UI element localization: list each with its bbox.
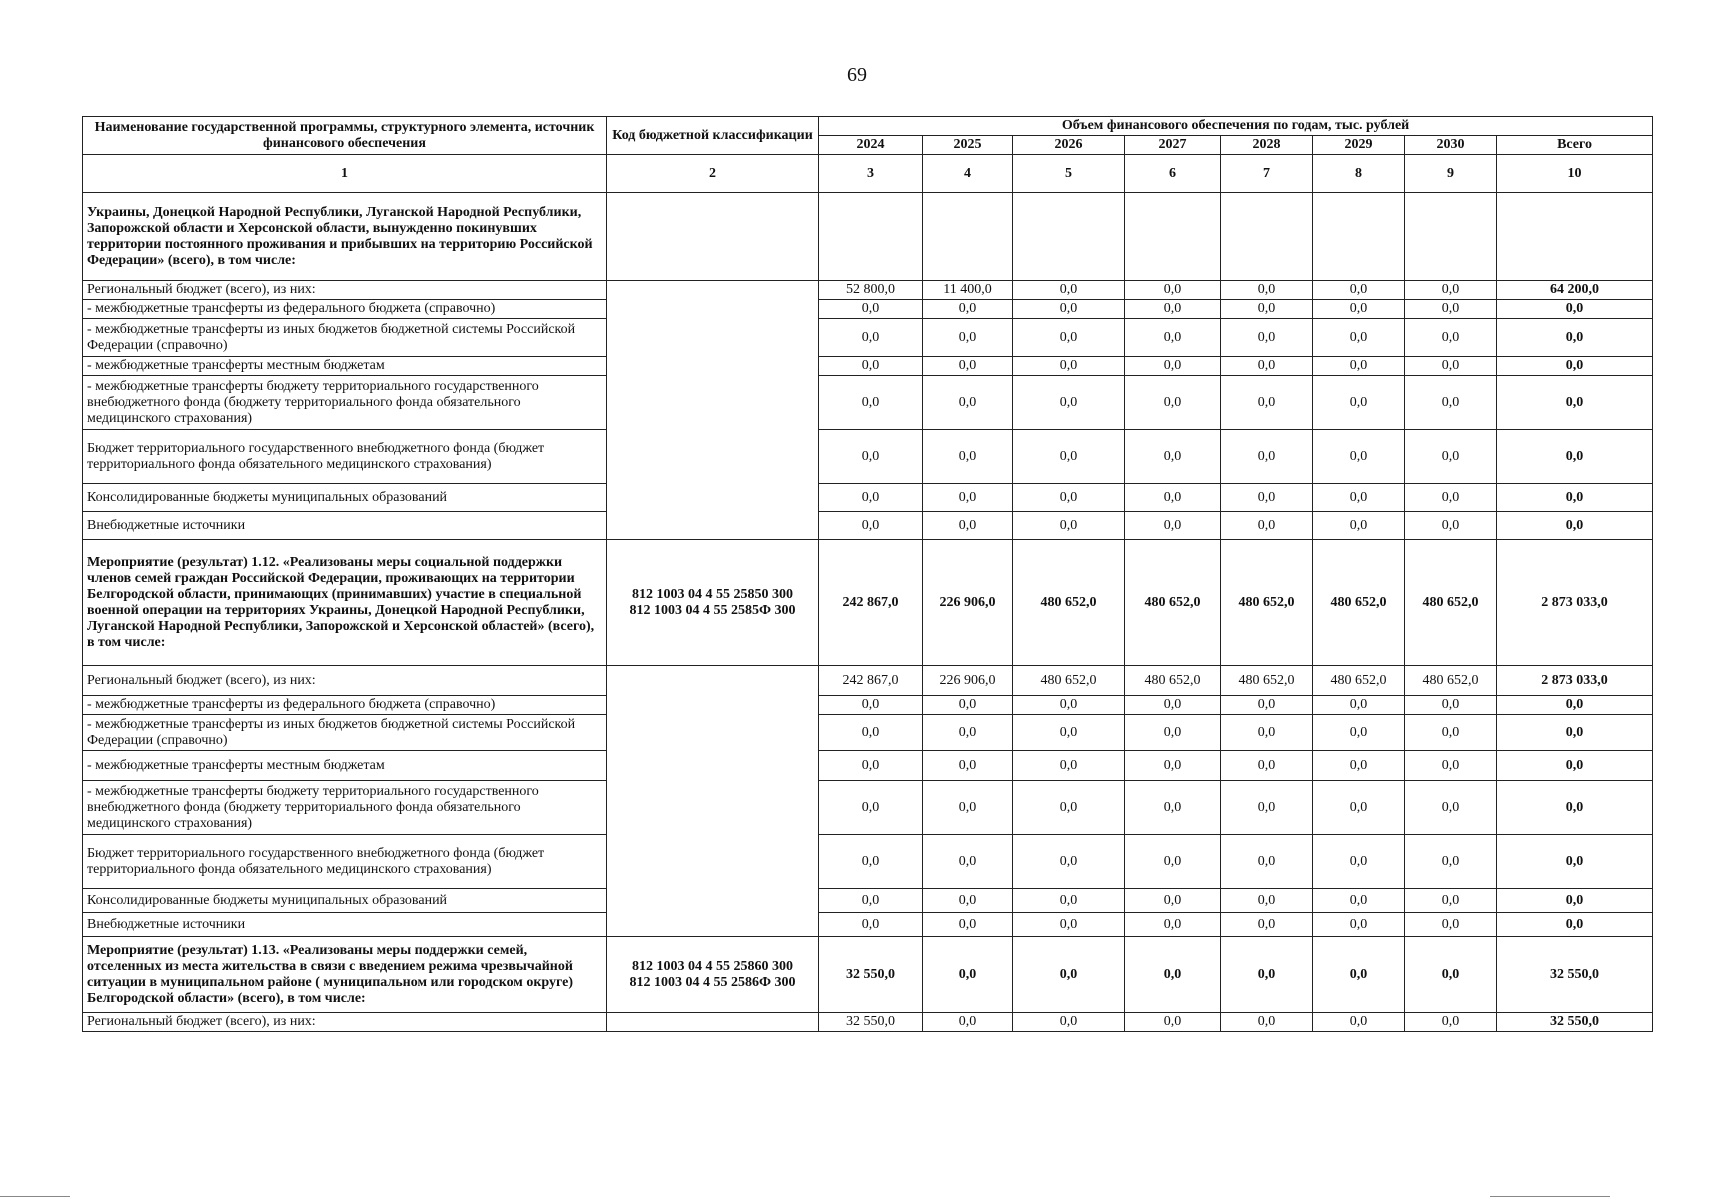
row-year-value-cell: 0,0	[923, 835, 1013, 889]
row-year-value-cell: 0,0	[819, 512, 923, 540]
row-code-cell	[607, 193, 819, 281]
row-year-value-cell: 0,0	[819, 376, 923, 430]
row-year-value-cell: 32 550,0	[819, 1013, 923, 1032]
row-year-value-cell: 0,0	[1221, 913, 1313, 937]
table-row	[83, 835, 1653, 889]
row-year-value-cell: 0,0	[1221, 357, 1313, 376]
table-row	[83, 889, 1653, 913]
row-year-value-cell: 0,0	[923, 696, 1013, 715]
row-year-value-cell: 0,0	[1125, 484, 1221, 512]
row-total-cell: 2 873 033,0	[1497, 666, 1653, 696]
row-year-value-cell: 480 652,0	[1405, 666, 1497, 696]
header-volume-cell: Объем финансового обеспечения по годам, тыс. рублей	[819, 117, 1653, 136]
row-year-value-cell	[923, 193, 1013, 281]
row-year-value-cell: 0,0	[1013, 300, 1125, 319]
row-year-value-cell: 0,0	[1221, 1013, 1313, 1032]
row-year-value-cell: 0,0	[1221, 937, 1313, 1013]
row-year-value-cell	[1221, 193, 1313, 281]
row-year-value-cell: 0,0	[1313, 376, 1405, 430]
row-name-cell: Бюджет территориального государственного внебюджетного фонда (бюджет территориального фонда обязательного медицинского страхования)	[83, 835, 607, 889]
row-name-cell: Мероприятие (результат) 1.12. «Реализованы меры социальной поддержки членов семей граждан Российской Федерации, проживающих на территории Белгородской области, принимающих (принимавших) участие в специальной военной операции на территориях Украины, Донецкой Народной Республики, Луганской Народной Республики, Запорожской и Херсонской областей» (всего), в том числе:	[83, 540, 607, 666]
row-year-value-cell: 0,0	[1405, 913, 1497, 937]
row-year-value-cell: 0,0	[1125, 715, 1221, 751]
row-year-value-cell: 0,0	[819, 835, 923, 889]
column-number: 9	[1405, 155, 1497, 193]
table-row	[83, 715, 1653, 751]
row-year-value-cell: 0,0	[923, 781, 1013, 835]
row-year-value-cell: 0,0	[923, 319, 1013, 357]
row-year-value-cell: 0,0	[1013, 281, 1125, 300]
header-year: 2025	[923, 136, 1013, 155]
row-year-value-cell: 0,0	[1125, 512, 1221, 540]
column-number: 4	[923, 155, 1013, 193]
row-year-value-cell: 0,0	[1013, 484, 1125, 512]
row-year-value-cell: 0,0	[1125, 281, 1221, 300]
row-year-value-cell: 32 550,0	[819, 937, 923, 1013]
row-total-cell: 0,0	[1497, 376, 1653, 430]
scan-edge-line	[0, 1196, 70, 1197]
row-year-value-cell: 0,0	[1013, 696, 1125, 715]
row-year-value-cell: 0,0	[1125, 937, 1221, 1013]
row-year-value-cell: 226 906,0	[923, 666, 1013, 696]
row-name-cell: Внебюджетные источники	[83, 913, 607, 937]
table-row	[83, 512, 1653, 540]
row-year-value-cell: 480 652,0	[1313, 666, 1405, 696]
row-year-value-cell: 0,0	[1013, 889, 1125, 913]
row-year-value-cell: 0,0	[923, 937, 1013, 1013]
row-year-value-cell: 0,0	[1125, 751, 1221, 781]
row-year-value-cell: 0,0	[1221, 781, 1313, 835]
column-number: 10	[1497, 155, 1653, 193]
row-total-cell: 0,0	[1497, 835, 1653, 889]
row-year-value-cell: 0,0	[1221, 281, 1313, 300]
row-year-value-cell: 0,0	[1013, 751, 1125, 781]
table-row	[83, 430, 1653, 484]
header-year: 2026	[1013, 136, 1125, 155]
row-year-value-cell: 0,0	[819, 484, 923, 512]
table-row	[83, 913, 1653, 937]
row-year-value-cell: 0,0	[1313, 937, 1405, 1013]
row-total-cell: 0,0	[1497, 300, 1653, 319]
row-year-value-cell: 0,0	[923, 889, 1013, 913]
row-year-value-cell: 0,0	[923, 357, 1013, 376]
row-year-value-cell: 0,0	[923, 913, 1013, 937]
row-code-cell	[607, 281, 819, 540]
row-total-cell	[1497, 193, 1653, 281]
header-year: 2028	[1221, 136, 1313, 155]
row-year-value-cell: 0,0	[1013, 913, 1125, 937]
row-name-cell: Внебюджетные источники	[83, 512, 607, 540]
column-number: 2	[607, 155, 819, 193]
table-header	[83, 117, 1653, 193]
row-year-value-cell: 480 652,0	[1013, 540, 1125, 666]
row-total-cell: 0,0	[1497, 357, 1653, 376]
row-year-value-cell: 0,0	[1125, 430, 1221, 484]
row-name-cell: Региональный бюджет (всего), из них:	[83, 1013, 607, 1032]
row-year-value-cell: 0,0	[1125, 319, 1221, 357]
row-year-value-cell: 0,0	[1313, 889, 1405, 913]
row-total-cell: 0,0	[1497, 319, 1653, 357]
row-year-value-cell: 0,0	[1013, 430, 1125, 484]
row-year-value-cell: 0,0	[819, 913, 923, 937]
row-year-value-cell: 0,0	[819, 357, 923, 376]
row-year-value-cell: 0,0	[1221, 889, 1313, 913]
row-code-cell	[607, 666, 819, 937]
column-number: 1	[83, 155, 607, 193]
row-name-cell: - межбюджетные трансферты из иных бюджетов бюджетной системы Российской Федерации (справочно)	[83, 319, 607, 357]
row-year-value-cell: 0,0	[819, 430, 923, 484]
column-number: 5	[1013, 155, 1125, 193]
table-row	[83, 484, 1653, 512]
row-year-value-cell: 0,0	[1221, 430, 1313, 484]
row-name-cell: - межбюджетные трансферты местным бюджетам	[83, 357, 607, 376]
row-name-cell: Мероприятие (результат) 1.13. «Реализованы меры поддержки семей, отселенных из места жительства в связи с введением режима чрезвычайной ситуации в муниципальном районе ( муниципальном или городском округе) Белгородской области» (всего), в том числе:	[83, 937, 607, 1013]
row-year-value-cell: 0,0	[1405, 376, 1497, 430]
row-year-value-cell: 0,0	[819, 889, 923, 913]
header-year: 2030	[1405, 136, 1497, 155]
row-year-value-cell: 0,0	[1313, 319, 1405, 357]
row-year-value-cell: 0,0	[1013, 715, 1125, 751]
table-row	[83, 281, 1653, 300]
row-total-cell: 0,0	[1497, 751, 1653, 781]
table-row	[83, 319, 1653, 357]
row-year-value-cell: 0,0	[1405, 281, 1497, 300]
row-year-value-cell: 0,0	[1405, 430, 1497, 484]
row-year-value-cell: 0,0	[1221, 376, 1313, 430]
row-year-value-cell: 0,0	[1313, 751, 1405, 781]
row-year-value-cell: 0,0	[1313, 430, 1405, 484]
row-name-cell: - межбюджетные трансферты бюджету территориального государственного внебюджетного фонда (бюджету территориального фонда обязательного медицинского страхования)	[83, 376, 607, 430]
row-total-cell: 32 550,0	[1497, 1013, 1653, 1032]
row-year-value-cell: 0,0	[1013, 937, 1125, 1013]
row-year-value-cell: 0,0	[819, 319, 923, 357]
row-year-value-cell: 0,0	[923, 484, 1013, 512]
row-year-value-cell: 0,0	[1125, 1013, 1221, 1032]
row-year-value-cell: 0,0	[1405, 696, 1497, 715]
row-year-value-cell: 480 652,0	[1405, 540, 1497, 666]
row-year-value-cell: 0,0	[1405, 319, 1497, 357]
row-year-value-cell: 0,0	[1313, 300, 1405, 319]
row-year-value-cell: 0,0	[923, 376, 1013, 430]
header-year: 2027	[1125, 136, 1221, 155]
row-year-value-cell: 0,0	[1313, 357, 1405, 376]
row-year-value-cell: 0,0	[819, 751, 923, 781]
row-year-value-cell	[819, 193, 923, 281]
page-number: 69	[847, 64, 867, 86]
row-year-value-cell: 0,0	[1125, 781, 1221, 835]
row-year-value-cell: 0,0	[923, 751, 1013, 781]
row-code-cell: 812 1003 04 4 55 25850 300 812 1003 04 4 55 2585Ф 300	[607, 540, 819, 666]
row-total-cell: 0,0	[1497, 715, 1653, 751]
row-total-cell: 2 873 033,0	[1497, 540, 1653, 666]
table-row	[83, 666, 1653, 696]
table-row	[83, 540, 1653, 666]
row-year-value-cell: 0,0	[1405, 889, 1497, 913]
row-year-value-cell: 0,0	[1405, 512, 1497, 540]
row-name-cell: - межбюджетные трансферты из федерального бюджета (справочно)	[83, 300, 607, 319]
row-year-value-cell	[1125, 193, 1221, 281]
row-name-cell: Украины, Донецкой Народной Республики, Луганской Народной Республики, Запорожской области и Херсонской области, вынужденно покинувших территории постоянного проживания и прибывших на территорию Российской Федерации» (всего), в том числе:	[83, 193, 607, 281]
row-year-value-cell: 480 652,0	[1125, 666, 1221, 696]
header-total: Всего	[1497, 136, 1653, 155]
table-row	[83, 751, 1653, 781]
row-year-value-cell: 0,0	[1125, 913, 1221, 937]
row-year-value-cell: 0,0	[1125, 376, 1221, 430]
column-number: 3	[819, 155, 923, 193]
row-year-value-cell: 0,0	[923, 715, 1013, 751]
row-year-value-cell: 0,0	[1313, 696, 1405, 715]
row-name-cell: - межбюджетные трансферты бюджету территориального государственного внебюджетного фонда (бюджету территориального фонда обязательного медицинского страхования)	[83, 781, 607, 835]
row-year-value-cell: 480 652,0	[1221, 666, 1313, 696]
table-body	[83, 193, 1653, 1032]
row-year-value-cell: 0,0	[1125, 300, 1221, 319]
row-year-value-cell: 0,0	[1221, 484, 1313, 512]
table-row	[83, 357, 1653, 376]
row-total-cell: 0,0	[1497, 484, 1653, 512]
row-year-value-cell: 480 652,0	[1013, 666, 1125, 696]
row-year-value-cell: 0,0	[1013, 835, 1125, 889]
row-total-cell: 0,0	[1497, 430, 1653, 484]
table-row	[83, 376, 1653, 430]
row-year-value-cell: 0,0	[1221, 300, 1313, 319]
row-year-value-cell: 0,0	[1313, 913, 1405, 937]
row-year-value-cell: 52 800,0	[819, 281, 923, 300]
row-year-value-cell: 0,0	[1125, 357, 1221, 376]
row-code-cell: 812 1003 04 4 55 25860 300 812 1003 04 4 55 2586Ф 300	[607, 937, 819, 1013]
row-total-cell: 0,0	[1497, 889, 1653, 913]
row-year-value-cell: 0,0	[1405, 1013, 1497, 1032]
column-number: 6	[1125, 155, 1221, 193]
column-number: 7	[1221, 155, 1313, 193]
row-name-cell: - межбюджетные трансферты из федерального бюджета (справочно)	[83, 696, 607, 715]
row-year-value-cell: 0,0	[1405, 357, 1497, 376]
row-year-value-cell: 0,0	[1405, 715, 1497, 751]
row-year-value-cell	[1013, 193, 1125, 281]
row-year-value-cell: 0,0	[1313, 512, 1405, 540]
row-year-value-cell: 0,0	[819, 715, 923, 751]
row-year-value-cell: 0,0	[1313, 781, 1405, 835]
row-year-value-cell: 0,0	[819, 696, 923, 715]
row-year-value-cell: 0,0	[1405, 484, 1497, 512]
row-total-cell: 32 550,0	[1497, 937, 1653, 1013]
row-year-value-cell: 0,0	[1405, 751, 1497, 781]
table-row	[83, 1013, 1653, 1032]
row-year-value-cell: 0,0	[1221, 319, 1313, 357]
row-name-cell: Консолидированные бюджеты муниципальных образований	[83, 484, 607, 512]
scan-edge-line	[1490, 1196, 1610, 1197]
row-year-value-cell: 242 867,0	[819, 666, 923, 696]
row-year-value-cell: 242 867,0	[819, 540, 923, 666]
row-year-value-cell: 0,0	[1221, 512, 1313, 540]
header-year: 2024	[819, 136, 923, 155]
row-year-value-cell: 480 652,0	[1313, 540, 1405, 666]
row-year-value-cell	[1405, 193, 1497, 281]
row-name-cell: Региональный бюджет (всего), из них:	[83, 281, 607, 300]
row-year-value-cell: 226 906,0	[923, 540, 1013, 666]
row-name-cell: - межбюджетные трансферты из иных бюджетов бюджетной системы Российской Федерации (справочно)	[83, 715, 607, 751]
row-year-value-cell	[1313, 193, 1405, 281]
row-total-cell: 0,0	[1497, 913, 1653, 937]
row-year-value-cell: 0,0	[1013, 319, 1125, 357]
header-code-cell: Код бюджетной классификации	[607, 117, 819, 155]
row-year-value-cell: 0,0	[1125, 889, 1221, 913]
row-name-cell: Консолидированные бюджеты муниципальных образований	[83, 889, 607, 913]
row-year-value-cell: 0,0	[923, 430, 1013, 484]
row-year-value-cell: 0,0	[923, 1013, 1013, 1032]
column-number: 8	[1313, 155, 1405, 193]
table-row	[83, 781, 1653, 835]
budget-table	[82, 116, 1653, 1032]
row-year-value-cell: 0,0	[1013, 781, 1125, 835]
row-name-cell: - межбюджетные трансферты местным бюджетам	[83, 751, 607, 781]
row-year-value-cell: 480 652,0	[1221, 540, 1313, 666]
row-year-value-cell: 0,0	[1313, 484, 1405, 512]
table-row	[83, 193, 1653, 281]
row-code-cell	[607, 1013, 819, 1032]
row-total-cell: 0,0	[1497, 696, 1653, 715]
row-year-value-cell: 0,0	[1405, 300, 1497, 319]
header-year: 2029	[1313, 136, 1405, 155]
table-row	[83, 300, 1653, 319]
header-name-cell: Наименование государственной программы, структурного элемента, источник финансового обеспечения	[83, 117, 607, 155]
row-year-value-cell: 0,0	[1013, 512, 1125, 540]
row-year-value-cell: 0,0	[819, 781, 923, 835]
row-year-value-cell: 0,0	[1221, 835, 1313, 889]
row-year-value-cell: 0,0	[1313, 281, 1405, 300]
row-total-cell: 0,0	[1497, 781, 1653, 835]
row-year-value-cell: 0,0	[1313, 835, 1405, 889]
row-name-cell: Бюджет территориального государственного внебюджетного фонда (бюджет территориального фонда обязательного медицинского страхования)	[83, 430, 607, 484]
row-year-value-cell: 480 652,0	[1125, 540, 1221, 666]
row-year-value-cell: 0,0	[1013, 357, 1125, 376]
row-year-value-cell: 11 400,0	[923, 281, 1013, 300]
row-year-value-cell: 0,0	[1013, 376, 1125, 430]
row-year-value-cell: 0,0	[1405, 835, 1497, 889]
row-year-value-cell: 0,0	[1405, 781, 1497, 835]
row-year-value-cell: 0,0	[1221, 751, 1313, 781]
row-year-value-cell: 0,0	[1125, 696, 1221, 715]
table-row	[83, 937, 1653, 1013]
row-total-cell: 0,0	[1497, 512, 1653, 540]
row-total-cell: 64 200,0	[1497, 281, 1653, 300]
table-row	[83, 696, 1653, 715]
row-year-value-cell: 0,0	[1313, 715, 1405, 751]
row-year-value-cell: 0,0	[923, 300, 1013, 319]
row-year-value-cell: 0,0	[1405, 937, 1497, 1013]
row-name-cell: Региональный бюджет (всего), из них:	[83, 666, 607, 696]
row-year-value-cell: 0,0	[819, 300, 923, 319]
row-year-value-cell: 0,0	[1313, 1013, 1405, 1032]
row-year-value-cell: 0,0	[1221, 696, 1313, 715]
row-year-value-cell: 0,0	[1125, 835, 1221, 889]
row-year-value-cell: 0,0	[923, 512, 1013, 540]
row-year-value-cell: 0,0	[1013, 1013, 1125, 1032]
row-year-value-cell: 0,0	[1221, 715, 1313, 751]
